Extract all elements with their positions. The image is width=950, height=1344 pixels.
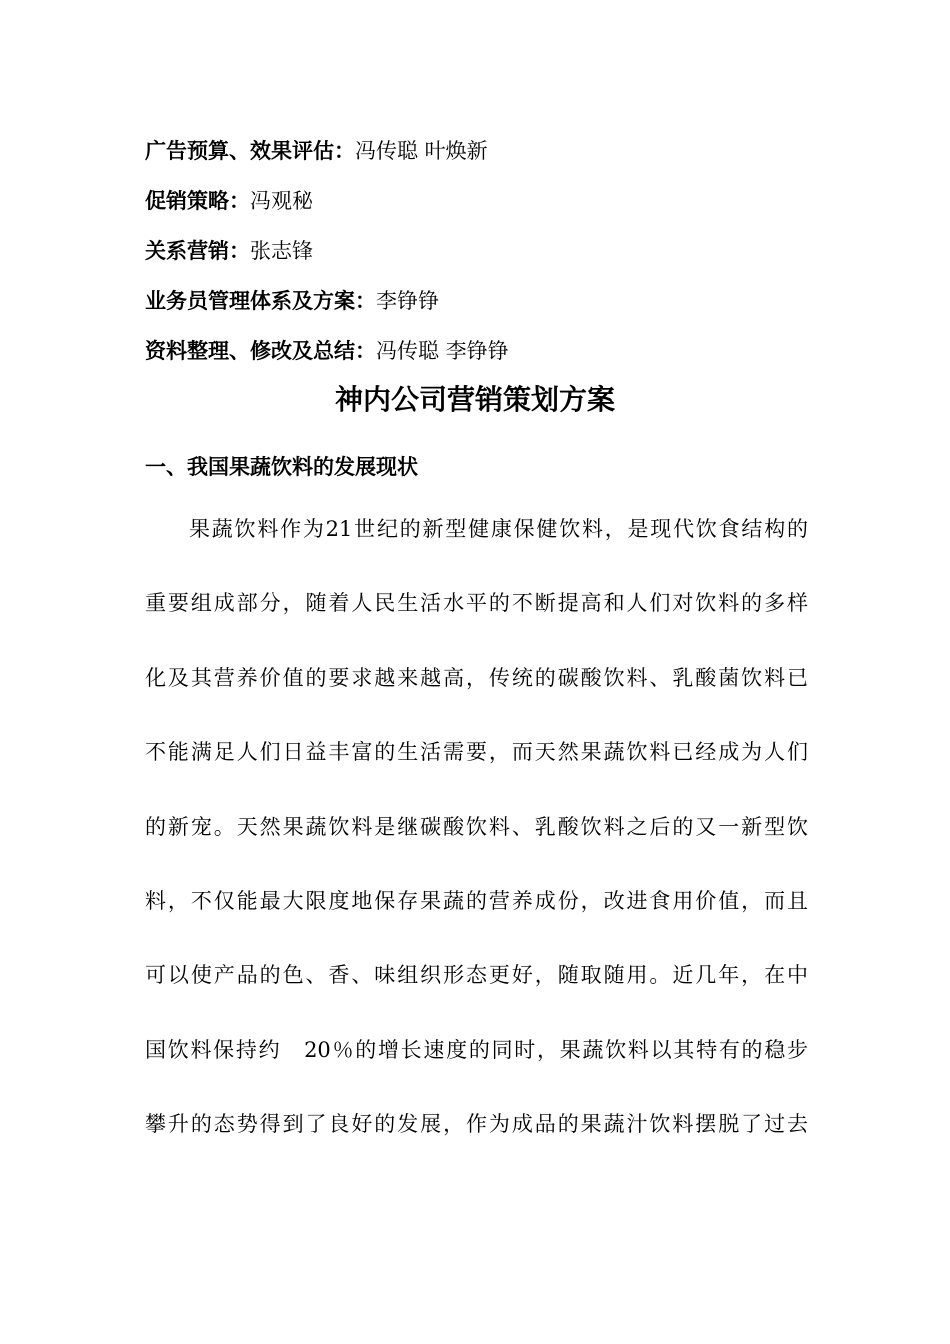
- credits-list: [145, 133, 845, 383]
- body-line: 不能满足人们日益丰富的生活需要，而天然果蔬饮料已经成为人们: [145, 740, 808, 765]
- body-line: 料，不仅能最大限度地保存果蔬的营养成份，改进食用价值，而且: [145, 888, 808, 913]
- document-title: 神内公司营销策划方案: [334, 383, 615, 416]
- credit-role: 促销策略：: [145, 189, 250, 213]
- body-line: 化及其营养价值的要求越来越高，传统的碳酸饮料、乳酸菌饮料已: [145, 665, 808, 690]
- credit-names: 张志锋: [250, 239, 313, 263]
- credit-role: 广告预算、效果评估：: [145, 139, 355, 163]
- body-line: 果蔬饮料作为21世纪的新型健康保健饮料，是现代饮食结构的: [189, 517, 808, 541]
- credit-line: [145, 333, 845, 383]
- credit-line: [145, 133, 845, 183]
- credit-names: 李铮铮: [376, 289, 439, 313]
- section-heading: 一、我国果蔬饮料的发展现状: [145, 455, 418, 479]
- credit-names: 冯传聪 叶焕新: [355, 139, 488, 163]
- credit-names: 冯观秘: [250, 189, 313, 213]
- body-line: 国饮料保持约 20％的增长速度的同时，果蔬饮料以其特有的稳步: [145, 1037, 808, 1062]
- credit-line: [145, 183, 845, 233]
- credit-line: [145, 233, 845, 283]
- credit-role: 资料整理、修改及总结：: [145, 339, 376, 363]
- credit-names: 冯传聪 李铮铮: [376, 339, 509, 363]
- credit-role: 业务员管理体系及方案：: [145, 289, 376, 313]
- credit-role: 关系营销：: [145, 239, 250, 263]
- body-line: 的新宠。天然果蔬饮料是继碳酸饮料、乳酸饮料之后的又一新型饮: [145, 814, 808, 839]
- credit-line: [145, 283, 845, 333]
- section-body: [145, 509, 808, 1179]
- body-line: 可以使产品的色、香、味组织形态更好，随取随用。近几年，在中: [145, 963, 808, 988]
- body-line: 重要组成部分，随着人民生活水平的不断提高和人们对饮料的多样: [145, 591, 808, 616]
- body-line: 攀升的态势得到了良好的发展，作为成品的果蔬汁饮料摆脱了过去: [145, 1112, 808, 1137]
